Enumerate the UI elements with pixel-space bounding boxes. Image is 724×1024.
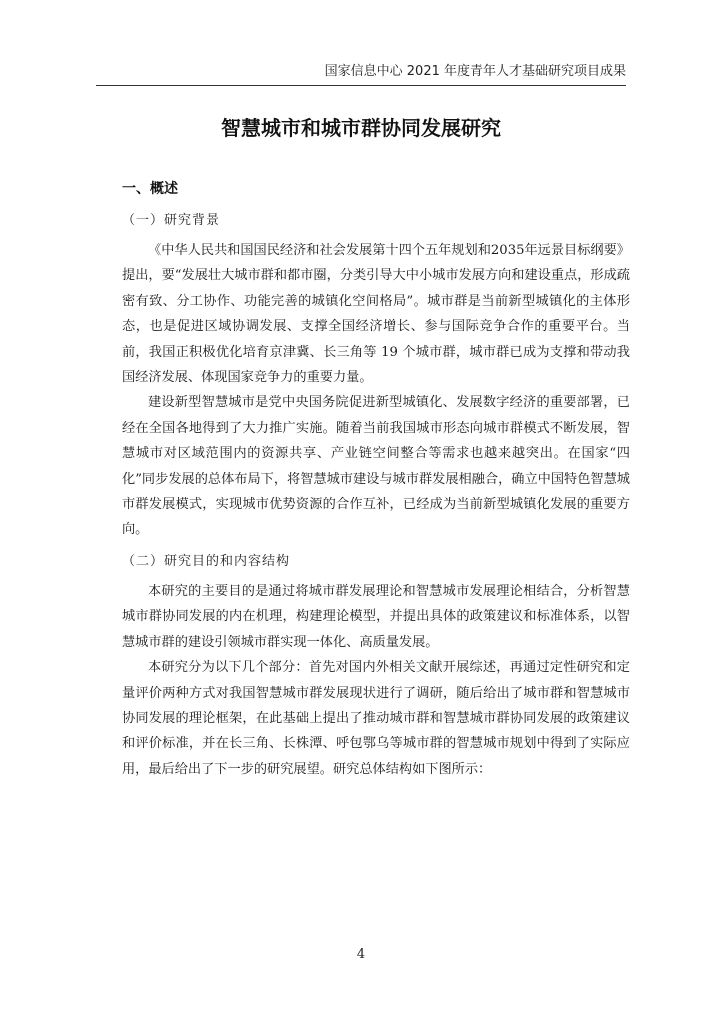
paragraph-background-2: 建设新型智慧城市是党中央国务院促进新型城镇化、发展数字经济的重要部署，已经在全国各地得到了大力推广实施。随着当前我国城市形态向城市群模式不断发展，智慧城市对区域范围内的资源共享、产业链空间整合等需求也越来越突出。在国家“四化”同步发展的总体布局下，将智慧城市建设与城市群发展相融合，确立中国特色智慧城市群发展模式，实现城市优势资源的合作互补，已经成为当前新型城镇化发展的重要方向。	[122, 395, 630, 538]
subsection-heading-background: （一）研究背景	[122, 213, 221, 228]
running-header: 国家信息中心 2021 年度青年人才基础研究项目成果	[324, 64, 626, 79]
subsection-heading-purpose: （二）研究目的和内容结构	[122, 553, 291, 569]
paragraph-purpose-2: 本研究分为以下几个部分：首先对国内外相关文献开展综述，再通过定性研究和定量评价两种方式对我国智慧城市群发展现状进行了调研，随后给出了城市群和智慧城市协同发展的理论框架，在此基础上提出了推动城市群和智慧城市群协同发展的政策建议和评价标准，并在长三角、长株潭、呼包鄂乌等城市群的智慧城市规划中得到了实际应用，最后给出了下一步的研究展望。研究总体结构如下图所示：	[122, 660, 630, 777]
paragraph-background-1: 《中华人民共和国国民经济和社会发展第十四个五年规划和2035年远景目标纲要》提出，要“发展壮大城市群和都市圈，分类引导大中小城市发展方向和建设重点，形成疏密有致、分工协作、功能完善的城镇化空间格局”。城市群是当前新型城镇化的主体形态，也是促进区域协调发展、支撑全国经济增长、参与国际竞争合作的重要平台。当前，我国正积极优化培育京津冀、长三角等 19 个城市群，城市群已成为支撑和带动我国经济发展、体现国家竞争力的重要力量。	[122, 243, 630, 386]
page-number: 4	[356, 947, 366, 962]
header-divider	[96, 85, 626, 86]
spacer	[122, 543, 630, 551]
paragraph-purpose-1: 本研究的主要目的是通过将城市群发展理论和智慧城市发展理论相结合，分析智慧城市群协同发展的内在机理，构建理论模型，并提出具体的政策建议和标准体系，以智慧城市群的建设引领城市群实现一体化、高质量发展。	[122, 583, 630, 650]
section-heading-overview: 一、概述	[122, 181, 178, 197]
document-title: 智慧城市和城市群协同发展研究	[221, 116, 501, 140]
document-body	[122, 178, 630, 782]
